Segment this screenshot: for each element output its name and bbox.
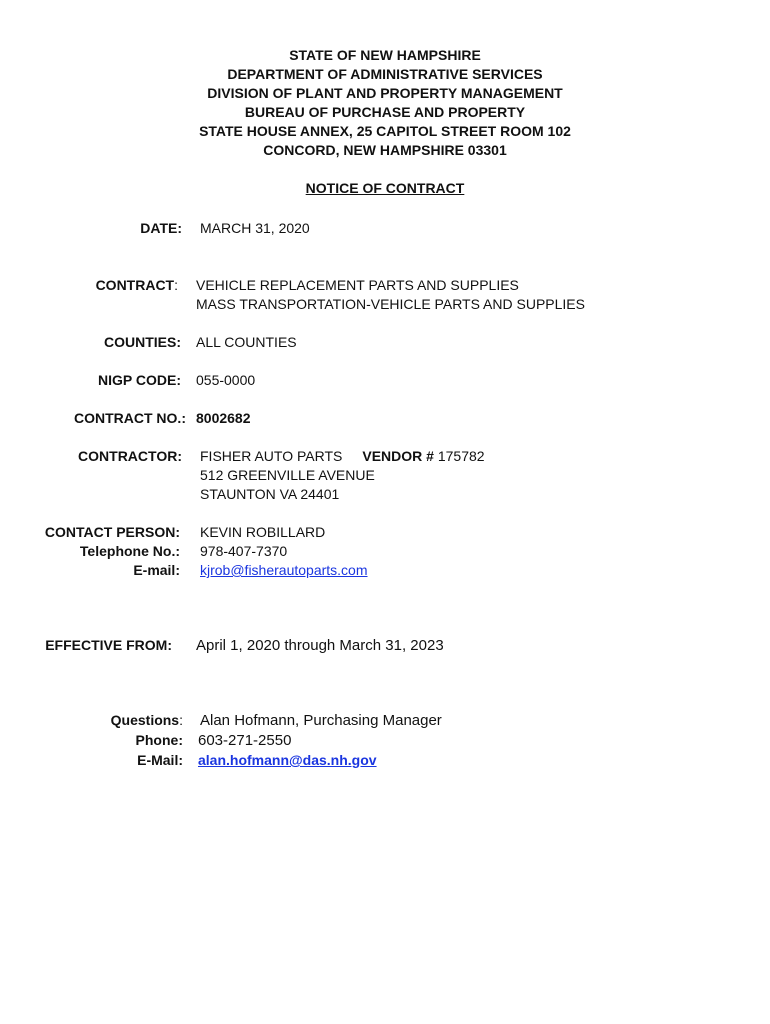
contract-line: VEHICLE REPLACEMENT PARTS AND SUPPLIES <box>196 277 519 293</box>
contact-person-value: KEVIN ROBILLARD <box>200 524 326 540</box>
questions-label: Questions: <box>110 712 183 728</box>
contractor-name-line <box>200 447 485 466</box>
questions-value: Alan Hofmann, Purchasing Manager <box>200 712 442 729</box>
letterhead-line: CONCORD, NEW HAMPSHIRE 03301 <box>263 142 507 158</box>
questions-phone-value: 603-271-2550 <box>198 732 292 749</box>
contractor-details <box>200 447 485 504</box>
counties-value: ALL COUNTIES <box>196 334 297 350</box>
contractor-name: FISHER AUTO PARTS <box>200 448 343 464</box>
questions-email-label: E-Mail: <box>137 752 183 768</box>
notice-title: NOTICE OF CONTRACT <box>305 180 465 196</box>
contact-email-label: E-mail: <box>133 562 180 578</box>
contract-label: CONTRACT: <box>95 277 178 293</box>
effective-label: EFFECTIVE FROM: <box>45 637 172 653</box>
questions-phone-label: Phone: <box>135 732 183 748</box>
contact-phone-label: Telephone No.: <box>79 543 180 559</box>
vendor-label: VENDOR # <box>362 448 434 464</box>
questions-email-value[interactable]: alan.hofmann@das.nh.gov <box>198 752 377 768</box>
nigp-value: 055-0000 <box>196 372 256 388</box>
contact-person-label: CONTACT PERSON: <box>44 524 180 540</box>
letterhead-line: DEPARTMENT OF ADMINISTRATIVE SERVICES <box>227 66 543 82</box>
nigp-label: NIGP CODE: <box>98 372 181 388</box>
letterhead <box>0 46 770 160</box>
counties-label: COUNTIES: <box>104 334 181 350</box>
questions-email-link[interactable] <box>198 751 377 770</box>
contractor-address-line: STAUNTON VA 24401 <box>200 486 340 502</box>
vendor-number: 175782 <box>437 448 485 464</box>
contract-number-value: 8002682 <box>196 410 251 426</box>
letterhead-line: STATE OF NEW HAMPSHIRE <box>289 47 481 63</box>
contact-email-value[interactable]: kjrob@fisherautoparts.com <box>200 562 368 578</box>
contact-email-link[interactable] <box>200 561 368 580</box>
contract-line: MASS TRANSPORTATION-VEHICLE PARTS AND SUPPLIES <box>196 296 585 312</box>
contact-phone-value: 978-407-7370 <box>200 543 288 559</box>
letterhead-line: STATE HOUSE ANNEX, 25 CAPITOL STREET ROOM 102 <box>199 123 571 139</box>
contract-number-label: CONTRACT NO.: <box>74 410 186 426</box>
contract-description <box>196 276 585 314</box>
contractor-address-line: 512 GREENVILLE AVENUE <box>200 467 375 483</box>
letterhead-line: DIVISION OF PLANT AND PROPERTY MANAGEMENT <box>207 85 563 101</box>
contractor-label: CONTRACTOR: <box>78 448 182 464</box>
letterhead-line: BUREAU OF PURCHASE AND PROPERTY <box>244 104 526 120</box>
date-value: MARCH 31, 2020 <box>200 220 310 236</box>
date-label: DATE: <box>140 220 182 236</box>
effective-value: April 1, 2020 through March 31, 2023 <box>196 637 444 654</box>
